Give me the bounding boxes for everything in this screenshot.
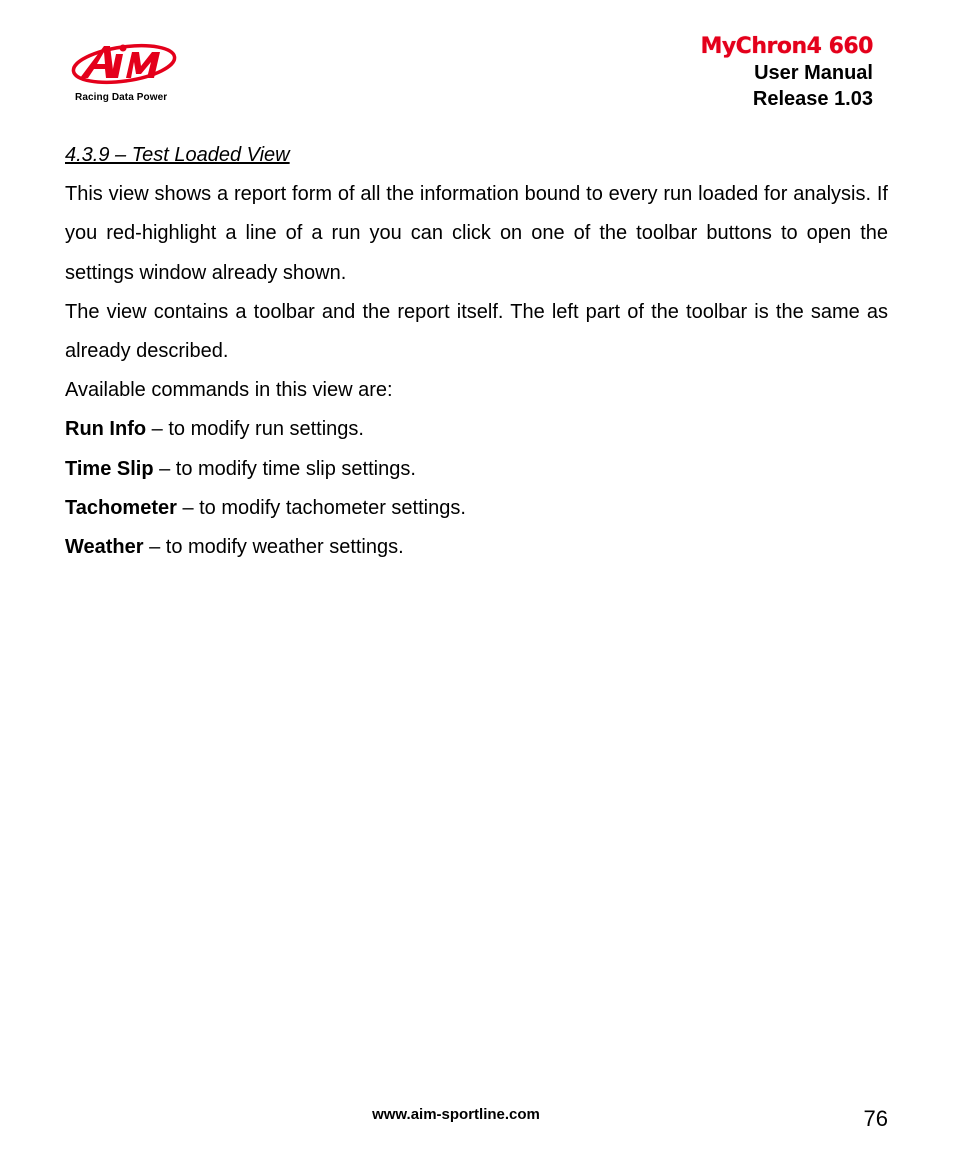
command-item (65, 450, 888, 489)
command-item (65, 410, 888, 449)
command-description: – to modify run settings. (146, 418, 364, 441)
aim-logo-icon (70, 38, 182, 90)
release-label: Release 1.03 (752, 88, 873, 110)
paragraph-commands-intro: Available commands in this view are: (65, 379, 393, 402)
logo-tagline: Racing Data Power (75, 92, 168, 103)
command-name: Time Slip (65, 457, 154, 480)
command-name: Tachometer (65, 496, 177, 519)
aim-logo (70, 38, 182, 108)
command-item (65, 528, 888, 567)
paragraph-toolbar: The view contains a toolbar and the report itself. The left part of the toolbar is the same as already described. (65, 300, 888, 363)
command-item (65, 489, 888, 528)
manual-label: User Manual (754, 62, 873, 84)
page-content (65, 136, 888, 567)
command-description: – to modify time slip settings. (153, 457, 416, 480)
command-name: Run Info (65, 418, 147, 441)
command-description: – to modify tachometer settings. (176, 496, 466, 519)
section-heading: 4.3.9 – Test Loaded View (65, 144, 290, 166)
command-description: – to modify weather settings. (143, 536, 404, 559)
paragraph-intro: This view shows a report form of all the information bound to every run loaded for analysis. If you red-highlight a line of a run you can click on one of the toolbar buttons to open the settings window already shown. (65, 183, 888, 284)
product-title: MyChron4 660 (700, 34, 873, 59)
document-header (700, 34, 873, 112)
page-number: 76 (863, 1106, 888, 1131)
footer-url: www.aim-sportline.com (372, 1106, 540, 1123)
command-name: Weather (65, 536, 144, 559)
